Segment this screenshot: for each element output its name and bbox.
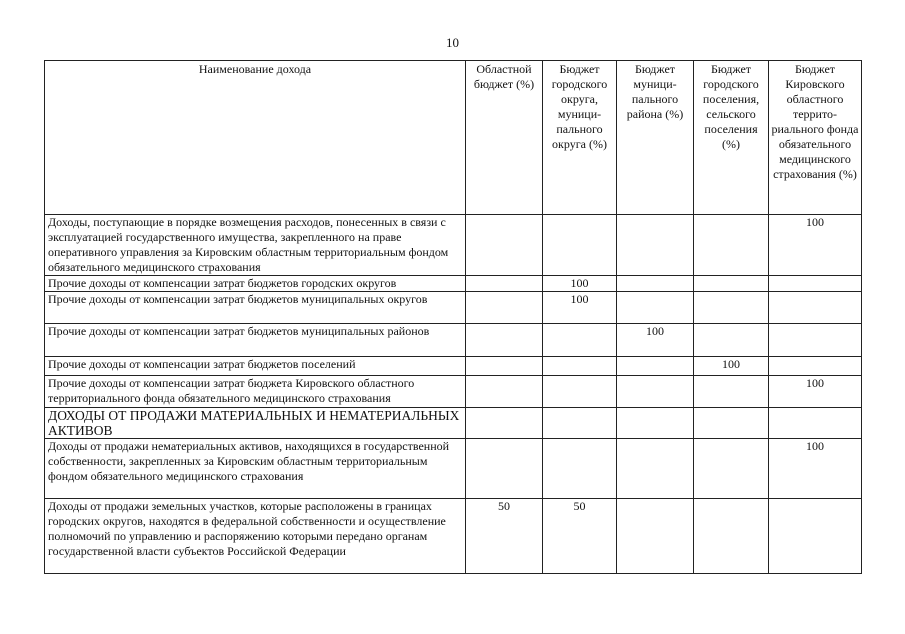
table-row <box>45 357 862 376</box>
cell-insurance-fund: 100 <box>769 215 862 276</box>
table-row <box>45 499 862 574</box>
section-heading-row <box>45 408 862 439</box>
cell-regional <box>466 408 543 439</box>
header-city-district-budget: Бюджет городского округа, муници-пального округа (%) <box>543 61 617 215</box>
cell-city-district <box>543 408 617 439</box>
table-row <box>45 292 862 324</box>
table-row <box>45 324 862 357</box>
cell-insurance-fund: 100 <box>769 439 862 499</box>
cell-settlement <box>694 215 769 276</box>
cell-regional <box>466 357 543 376</box>
cell-regional <box>466 376 543 408</box>
cell-city-district: 50 <box>543 499 617 574</box>
section-heading: ДОХОДЫ ОТ ПРОДАЖИ МАТЕРИАЛЬНЫХ И НЕМАТЕРИАЛЬНЫХ АКТИВОВ <box>45 408 466 439</box>
row-name: Доходы, поступающие в порядке возмещения расходов, понесенных в связи с эксплуатацией государственного имущества, закрепленного на праве оперативного управления за Кировским областным территориальным фондом обязательного медицинского страхования <box>45 215 466 276</box>
cell-municipal-district <box>617 499 694 574</box>
cell-settlement <box>694 376 769 408</box>
cell-city-district <box>543 215 617 276</box>
cell-regional <box>466 276 543 292</box>
row-name: Прочие доходы от компенсации затрат бюджета Кировского областного территориального фонда обязательного медицинского страхования <box>45 376 466 408</box>
cell-settlement <box>694 276 769 292</box>
cell-insurance-fund <box>769 292 862 324</box>
cell-city-district <box>543 439 617 499</box>
header-income-name: Наименование дохода <box>45 61 466 215</box>
cell-regional <box>466 324 543 357</box>
header-insurance-fund-budget: Бюджет Кировского областного террито-риального фонда обязательного медицинского страхования (%) <box>769 61 862 215</box>
cell-settlement <box>694 408 769 439</box>
header-municipal-district-budget: Бюджет муници-пального района (%) <box>617 61 694 215</box>
cell-municipal-district <box>617 376 694 408</box>
table-row <box>45 215 862 276</box>
cell-regional <box>466 215 543 276</box>
cell-city-district <box>543 376 617 408</box>
cell-municipal-district: 100 <box>617 324 694 357</box>
cell-insurance-fund <box>769 276 862 292</box>
row-name: Прочие доходы от компенсации затрат бюджетов поселений <box>45 357 466 376</box>
cell-regional <box>466 292 543 324</box>
table-row <box>45 439 862 499</box>
table-row <box>45 276 862 292</box>
cell-insurance-fund <box>769 499 862 574</box>
cell-regional <box>466 439 543 499</box>
table-row <box>45 376 862 408</box>
cell-regional: 50 <box>466 499 543 574</box>
page-number: 10 <box>446 35 459 50</box>
cell-city-district: 100 <box>543 276 617 292</box>
cell-municipal-district <box>617 439 694 499</box>
cell-insurance-fund <box>769 324 862 357</box>
row-name: Прочие доходы от компенсации затрат бюджетов муниципальных районов <box>45 324 466 357</box>
cell-municipal-district <box>617 215 694 276</box>
cell-insurance-fund <box>769 408 862 439</box>
header-row <box>45 61 862 215</box>
header-settlement-budget: Бюджет городского поселения, сельского поселения (%) <box>694 61 769 215</box>
cell-settlement <box>694 499 769 574</box>
cell-settlement <box>694 292 769 324</box>
income-distribution-table <box>44 60 862 574</box>
cell-municipal-district <box>617 357 694 376</box>
row-name: Прочие доходы от компенсации затрат бюджетов городских округов <box>45 276 466 292</box>
cell-city-district: 100 <box>543 292 617 324</box>
cell-settlement: 100 <box>694 357 769 376</box>
cell-settlement <box>694 439 769 499</box>
cell-municipal-district <box>617 276 694 292</box>
cell-city-district <box>543 324 617 357</box>
row-name: Доходы от продажи земельных участков, которые расположены в границах городских округов, находятся в федеральной собственности и осуществление полномочий по управлению и распоряжению которыми передано органам государственной власти субъектов Российской Федерации <box>45 499 466 574</box>
cell-settlement <box>694 324 769 357</box>
header-regional-budget: Областной бюджет (%) <box>466 61 543 215</box>
cell-municipal-district <box>617 292 694 324</box>
cell-insurance-fund: 100 <box>769 376 862 408</box>
cell-municipal-district <box>617 408 694 439</box>
cell-insurance-fund <box>769 357 862 376</box>
row-name: Прочие доходы от компенсации затрат бюджетов муниципальных округов <box>45 292 466 324</box>
cell-city-district <box>543 357 617 376</box>
row-name: Доходы от продажи нематериальных активов, находящихся в государственной собственности, закрепленных за Кировским областным территориальным фондом обязательного медицинского страхования <box>45 439 466 499</box>
